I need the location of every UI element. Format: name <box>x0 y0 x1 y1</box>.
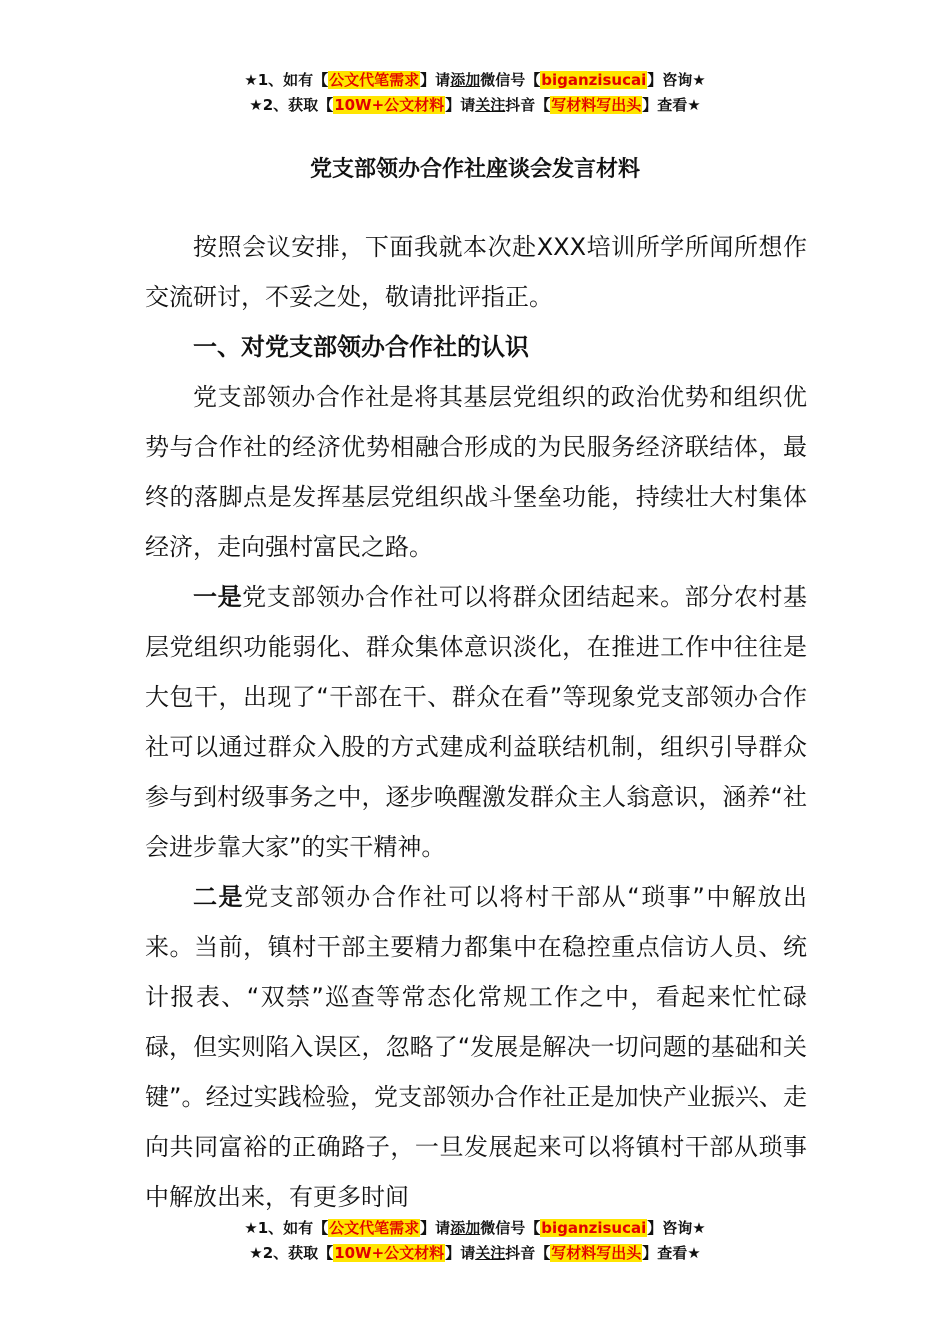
highlight-materials: 10W+公文材料 <box>334 96 445 114</box>
header-notice-banner <box>0 68 950 118</box>
highlight-service: 公文代笔需求 <box>329 1219 420 1237</box>
highlight-wechat-id: biganzisucai <box>541 71 647 89</box>
highlight-service: 公文代笔需求 <box>329 71 420 89</box>
notice-line-1: ★1、如有【公文代笔需求】请添加微信号【biganzisucai】咨询★ <box>244 1219 706 1237</box>
highlight-wechat-id: biganzisucai <box>541 1219 647 1237</box>
notice-line-2: ★2、获取【10W+公文材料】请关注抖音【写材料写出头】查看★ <box>249 96 701 114</box>
notice-line-2: ★2、获取【10W+公文材料】请关注抖音【写材料写出头】查看★ <box>249 1244 701 1262</box>
paragraph-1: 党支部领办合作社是将其基层党组织的政治优势和组织优势与合作社的经济优势相融合形成的为民服务经济联结体，最终的落脚点是发挥基层党组织战斗堡垒功能，持续壮大村集体经济，走向强村富民之路。 <box>145 383 807 561</box>
highlight-douyin-id: 写材料写出头 <box>551 1244 642 1262</box>
paragraph-3-lead: 二是 <box>193 883 245 911</box>
paragraph-2: 一是党支部领办合作社可以将群众团结起来。部分农村基层党组织功能弱化、群众集体意识淡化，在推进工作中往往是大包干，出现了“干部在干、群众在看”等现象党支部领办合作社可以通过群众入股的方式建成利益联结机制，组织引导群众参与到村级事务之中，逐步唤醒激发群众主人翁意识，涵养“社会进步靠大家”的实干精神。 <box>145 583 808 861</box>
paragraph-2-lead: 一是 <box>193 583 243 611</box>
notice-line-1: ★1、如有【公文代笔需求】请添加微信号【biganzisucai】咨询★ <box>244 71 706 89</box>
paragraph-3: 二是党支部领办合作社可以将村干部从“琐事”中解放出来。当前，镇村干部主要精力都集中在稳控重点信访人员、统计报表、“双禁”巡查等常态化常规工作之中，看起来忙忙碌碌，但实则陷入误区，忽略了“发展是解决一切问题的基础和关键”。经过实践检验，党支部领办合作社正是加快产业振兴、走向共同富裕的正确路子，一旦发展起来可以将镇村干部从琐事中解放出来，有更多时间 <box>145 883 807 1211</box>
section-heading-1: 一、对党支部领办合作社的认识 <box>193 333 529 361</box>
document-body <box>145 222 807 1222</box>
document-title: 党支部领办合作社座谈会发言材料 <box>309 157 640 182</box>
footer-notice-banner <box>0 1216 950 1266</box>
highlight-douyin-id: 写材料写出头 <box>551 96 642 114</box>
intro-paragraph: 按照会议安排，下面我就本次赴XXX培训所学所闻所想作交流研讨，不妥之处，敬请批评指正。 <box>145 233 807 311</box>
highlight-materials: 10W+公文材料 <box>334 1244 445 1262</box>
